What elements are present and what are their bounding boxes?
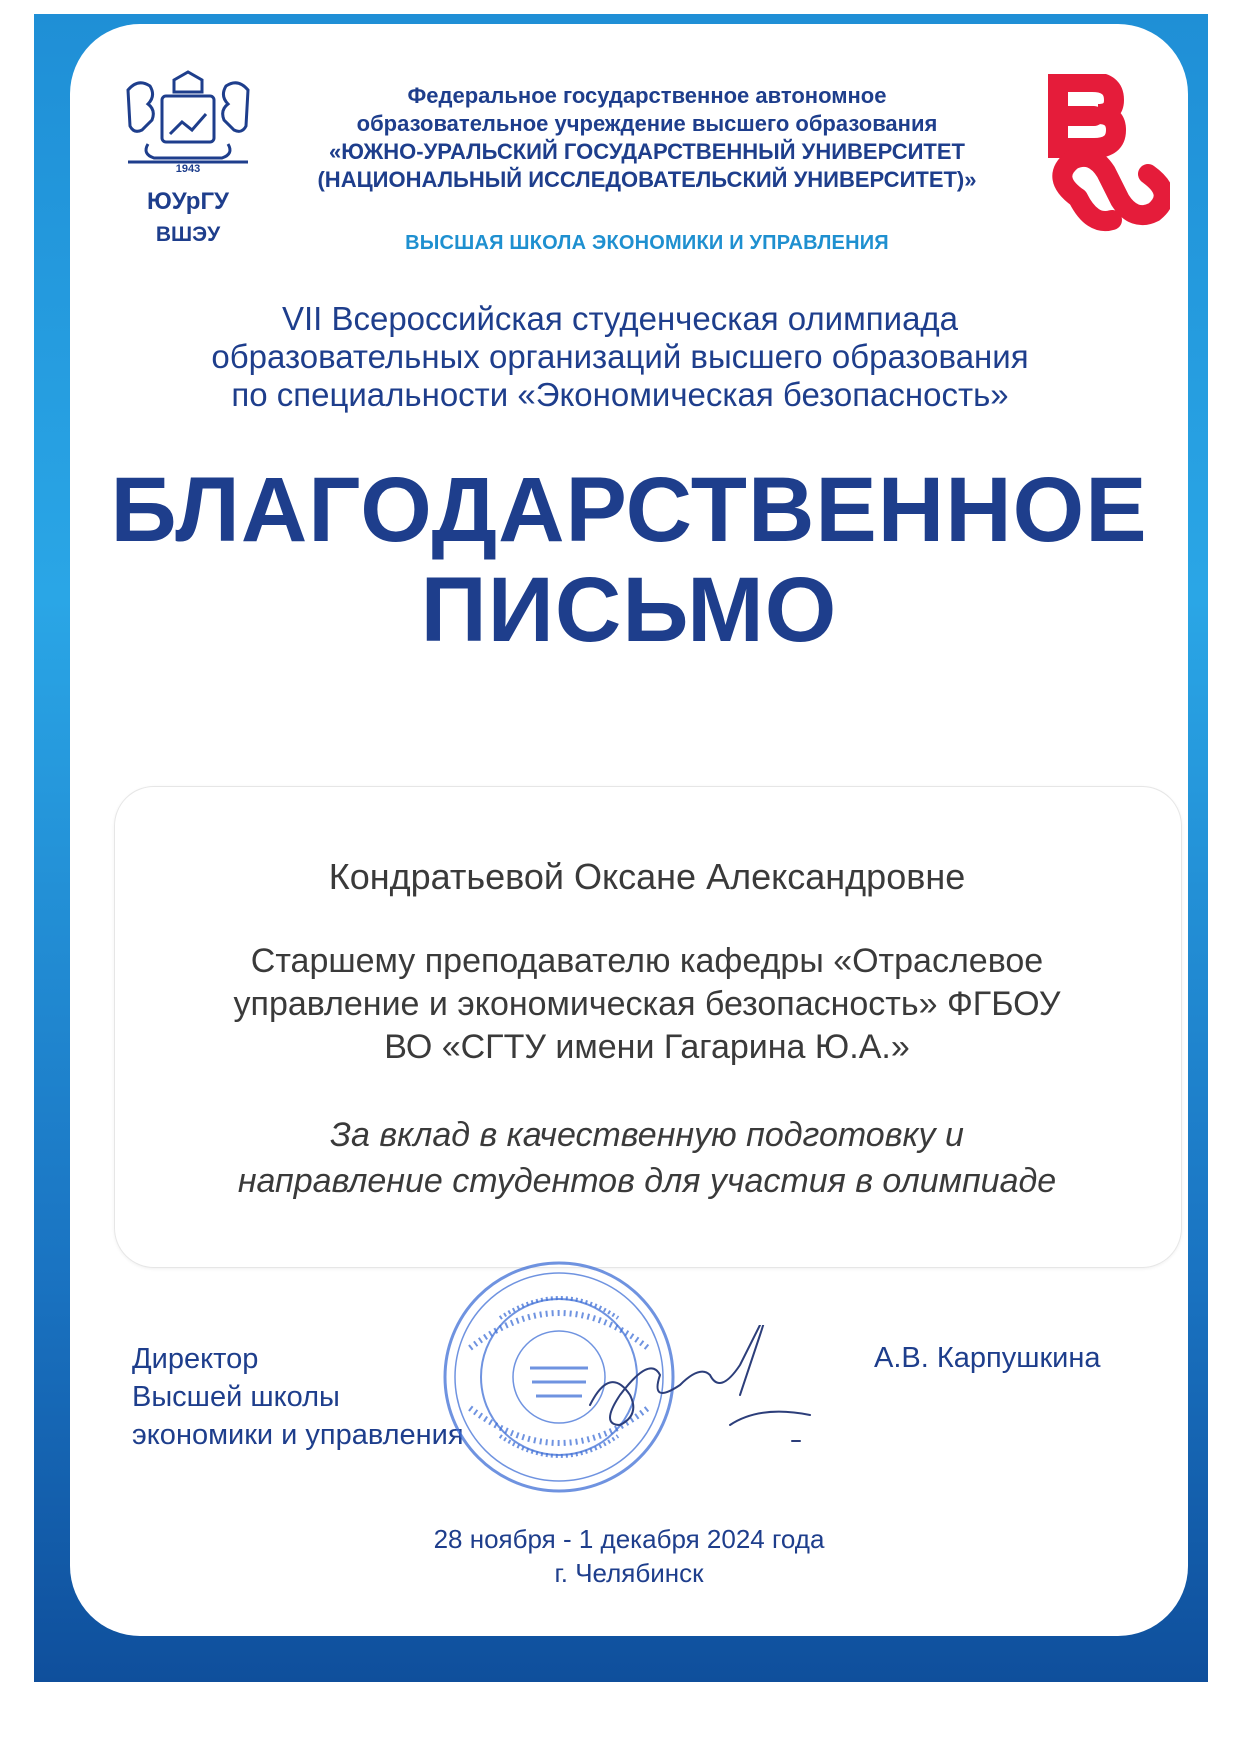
olympiad-description	[120, 300, 1120, 414]
signatory-name: А.В. Карпушкина	[874, 1342, 1101, 1374]
certificate-title-line-1: БЛАГОДАРСТВЕННОЕ	[110, 459, 1148, 561]
org-line-1: Федеральное государственное автономное	[407, 83, 887, 108]
school-name: ВЫСШАЯ ШКОЛА ЭКОНОМИКИ И УПРАВЛЕНИЯ	[405, 232, 889, 254]
event-dates: 28 ноября - 1 декабря 2024 года	[433, 1524, 825, 1554]
handwritten-signature	[580, 1325, 840, 1455]
org-line-3: «ЮЖНО-УРАЛЬСКИЙ ГОСУДАРСТВЕННЫЙ УНИВЕРСИТЕТ	[329, 139, 965, 164]
bs-red-logo	[1030, 74, 1170, 254]
recipient-name: Кондратьевой Оксане Александровне	[328, 856, 966, 897]
olympiad-line-2: образовательных организаций высшего образования	[211, 338, 1029, 375]
logo-year: 1943	[175, 163, 201, 175]
position-line-1: Старшему преподавателю кафедры «Отраслевое	[250, 942, 1044, 980]
signatory-role	[132, 1340, 464, 1454]
logo-name: ЮУрГУ	[147, 188, 229, 215]
olympiad-line-3: по специальности «Экономическая безопасность»	[231, 376, 1009, 413]
university-name	[262, 138, 1032, 194]
role-line-1: Директор	[132, 1343, 259, 1375]
role-line-3: экономики и управления	[132, 1419, 464, 1451]
event-city: г. Челябинск	[554, 1558, 704, 1588]
org-name-intro	[262, 82, 1032, 138]
org-line-2: образовательное учреждение высшего образования	[356, 111, 938, 136]
reason-line-1: За вклад в качественную подготовку и	[330, 1116, 964, 1154]
olympiad-line-1: VII Всероссийская студенческая олимпиада	[281, 300, 959, 337]
recipient-position	[114, 940, 1180, 1069]
position-line-2: управление и экономическая безопасность» ФГБОУ	[233, 985, 1061, 1023]
role-line-2: Высшей школы	[132, 1381, 340, 1413]
logo-subname: ВШЭУ	[155, 223, 221, 246]
reason-line-2: направление студентов для участия в олимпиаде	[237, 1162, 1057, 1200]
org-line-4: (НАЦИОНАЛЬНЫЙ ИССЛЕДОВАТЕЛЬСКИЙ УНИВЕРСИТЕТ)»	[317, 167, 977, 192]
position-line-3: ВО «СГТУ имени Гагарина Ю.А.»	[384, 1028, 910, 1066]
certificate-title-line-2: ПИСЬМО	[420, 559, 838, 661]
award-reason	[114, 1112, 1180, 1204]
